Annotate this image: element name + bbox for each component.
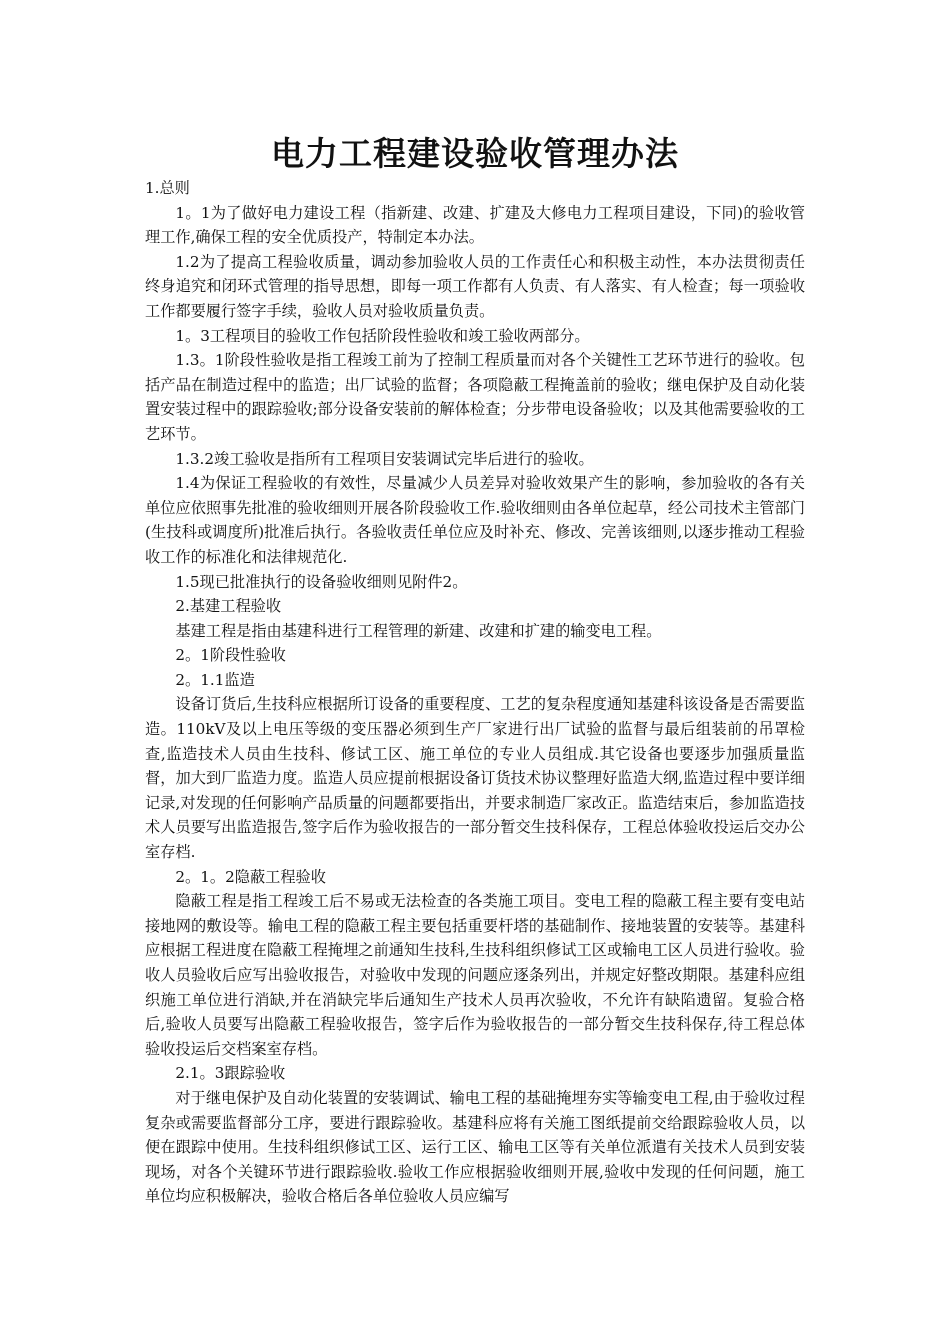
paragraph: 1.总则 xyxy=(145,179,190,197)
paragraph: 2。1。2隐蔽工程验收 xyxy=(175,867,326,886)
paragraph: 基建工程是指由基建科进行工程管理的新建、改建和扩建的输变电工程。 xyxy=(175,621,662,640)
paragraph: 1.3.2竣工验收是指所有工程项目安装调试完毕后进行的验收。 xyxy=(175,449,594,468)
paragraph: 对于继电保护及自动化装置的安装调试、输电工程的基础掩埋夯实等输变电工程,由于验收过程复杂或需要监督部分工序，要进行跟踪验收。基建科应将有关施工图纸提前交给跟踪验收人员，以便在跟踪中使用。生技科组织修试工区、运行工区、输电工区等有关单位派遣有关技术人员到安装现场，对各个关键环节进行跟踪验收.验收工作应根据验收细则开展,验收中发现的任何问题，施工单位均应积极解决，验收合格后各单位验收人员应编写 xyxy=(145,1088,805,1206)
paragraph: 2.基建工程验收 xyxy=(175,597,282,616)
paragraph: 2。1.1监造 xyxy=(175,670,255,689)
document-body xyxy=(145,176,805,1209)
document-title: 电力工程建设验收管理办法 xyxy=(271,134,679,173)
paragraph: 设备订货后,生技科应根据所订设备的重要程度、工艺的复杂程度通知基建科该设备是否需要监造。110kV及以上电压等级的变压器必须到生产厂家进行出厂试验的监督与最后组装前的吊罩检查,监造技术人员由生技科、修试工区、施工单位的专业人员组成.其它设备也要逐步加强质量监督，加大到厂监造力度。监造人员应提前根据设备订货技术协议整理好监造大纲,监造过程中要详细记录,对发现的任何影响产品质量的问题都要指出，并要求制造厂家改正。监造结束后，参加监造技术人员要写出监造报告,签字后作为验收报告的一部分暂交生技科保存，工程总体验收投运后交办公室存档. xyxy=(145,695,805,862)
paragraph: 1.3。1阶段性验收是指工程竣工前为了控制工程质量而对各个关键性工艺环节进行的验收。包括产品在制造过程中的监造；出厂试验的监督；各项隐蔽工程掩盖前的验收；继电保护及自动化装置安装过程中的跟踪验收;部分设备安装前的解体检查；分步带电设备验收；以及其他需要验收的工艺环节。 xyxy=(145,351,805,443)
paragraph: 1.2为了提高工程验收质量，调动参加验收人员的工作责任心和积极主动性，本办法贯彻责任终身追究和闭环式管理的指导思想，即每一项工作都有人负责、有人落实、有人检查；每一项验收工作都要履行签字手续，验收人员对验收质量负责。 xyxy=(145,252,805,320)
paragraph: 1.5现已批准执行的设备验收细则见附件2。 xyxy=(175,572,468,591)
paragraph: 1。3工程项目的验收工作包括阶段性验收和竣工验收两部分。 xyxy=(175,326,590,345)
paragraph: 1。1为了做好电力建设工程（指新建、改建、扩建及大修电力工程项目建设，下同)的验收管理工作,确保工程的安全优质投产，特制定本办法。 xyxy=(145,203,805,247)
paragraph: 1.4为保证工程验收的有效性，尽量减少人员差异对验收效果产生的影响，参加验收的各有关单位应依照事先批准的验收细则开展各阶段验收工作.验收细则由各单位起草，经公司技术主管部门(生技科或调度所)批准后执行。各验收责任单位应及时补充、修改、完善该细则,以逐步推动工程验收工作的标准化和法律规范化. xyxy=(145,474,805,566)
paragraph: 2。1阶段性验收 xyxy=(175,646,286,665)
paragraph: 2.1。3跟踪验收 xyxy=(175,1064,286,1083)
paragraph: 隐蔽工程是指工程竣工后不易或无法检查的各类施工项目。变电工程的隐蔽工程主要有变电站接地网的敷设等。输电工程的隐蔽工程主要包括重要杆塔的基础制作、接地装置的安装等。基建科应根据工程进度在隐蔽工程掩埋之前通知生技科,生技科组织修试工区或输电工区人员进行验收。验收人员验收后应写出验收报告，对验收中发现的问题应逐条列出，并规定好整改期限。基建科应组织施工单位进行消缺,并在消缺完毕后通知生产技术人员再次验收，不允许有缺陷遗留。复验合格后,验收人员要写出隐蔽工程验收报告，签字后作为验收报告的一部分暂交生技科保存,待工程总体验收投运后交档案室存档。 xyxy=(145,892,805,1058)
